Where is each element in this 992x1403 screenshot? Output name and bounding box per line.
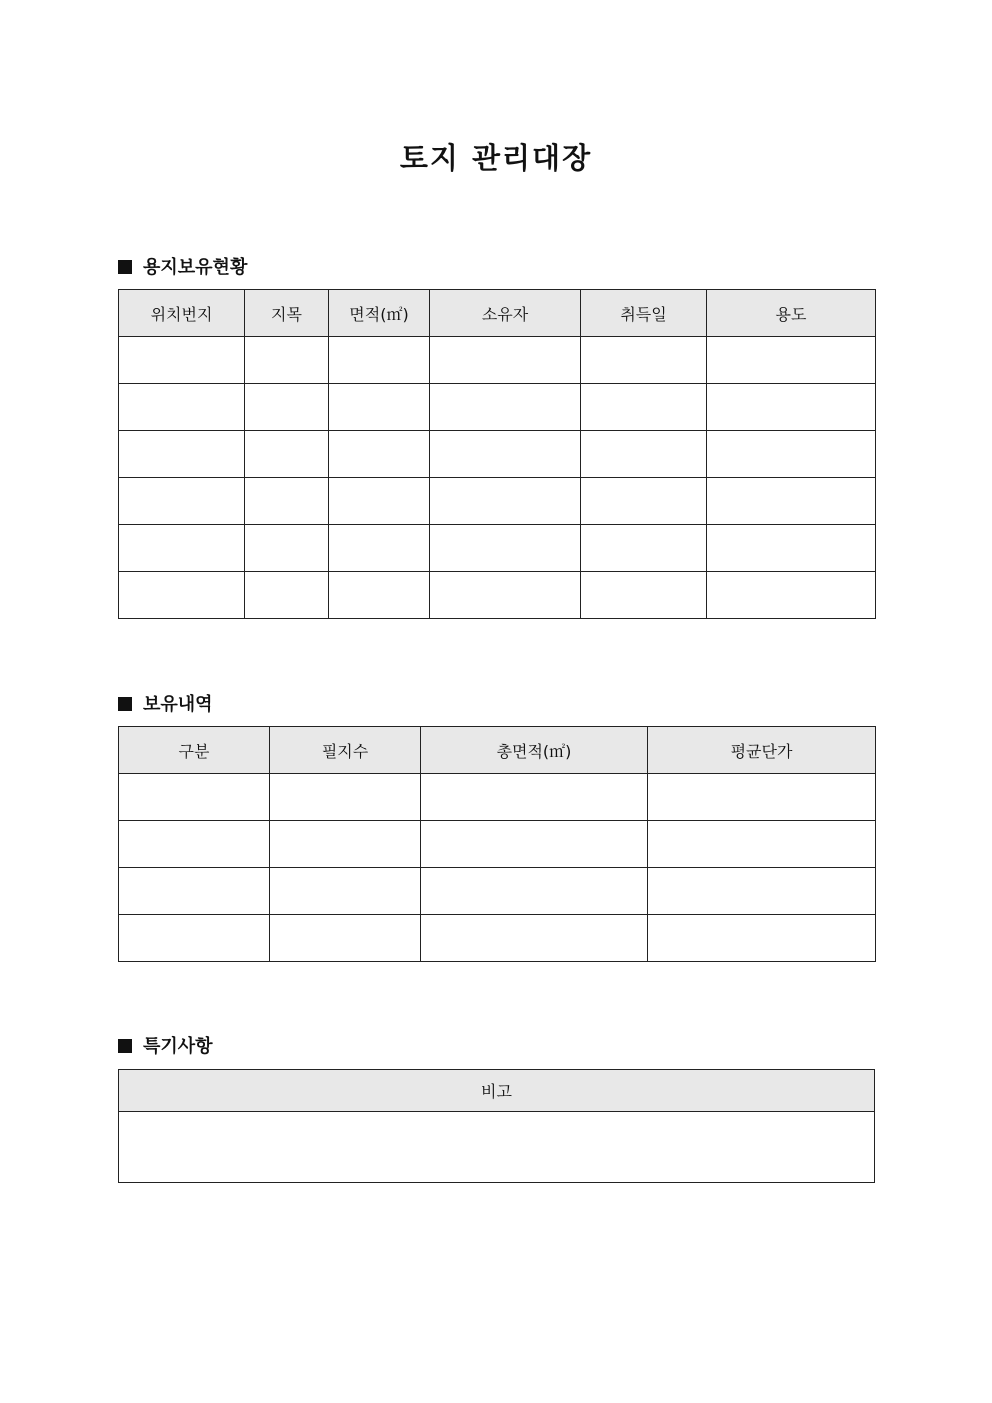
table-cell[interactable] bbox=[707, 337, 876, 384]
table-cell[interactable] bbox=[329, 572, 430, 619]
table-cell[interactable] bbox=[707, 431, 876, 478]
table-cell[interactable] bbox=[581, 525, 707, 572]
table-cell[interactable] bbox=[245, 337, 329, 384]
table-cell[interactable] bbox=[707, 384, 876, 431]
table-cell[interactable] bbox=[430, 525, 581, 572]
table-header-row bbox=[119, 290, 876, 337]
table-cell[interactable] bbox=[421, 821, 648, 868]
table-row bbox=[119, 337, 876, 384]
column-header: 필지수 bbox=[270, 727, 421, 774]
section-heading-text: 용지보유현황 bbox=[143, 257, 248, 278]
section-heading-notes bbox=[118, 1032, 213, 1058]
column-header: 총면적(㎡) bbox=[421, 727, 648, 774]
table-row bbox=[119, 821, 876, 868]
table-cell[interactable] bbox=[245, 572, 329, 619]
table-cell[interactable] bbox=[421, 868, 648, 915]
table-cell[interactable] bbox=[707, 525, 876, 572]
table-cell[interactable] bbox=[421, 774, 648, 821]
table-cell[interactable] bbox=[329, 384, 430, 431]
table-cell[interactable] bbox=[270, 915, 421, 962]
table-cell[interactable] bbox=[430, 431, 581, 478]
table-cell[interactable] bbox=[119, 384, 245, 431]
table-cell[interactable] bbox=[581, 337, 707, 384]
table-cell[interactable] bbox=[119, 525, 245, 572]
table-cell[interactable] bbox=[119, 868, 270, 915]
table-row bbox=[119, 868, 876, 915]
column-header: 평균단가 bbox=[648, 727, 876, 774]
column-header: 구분 bbox=[119, 727, 270, 774]
details-table bbox=[118, 726, 876, 962]
table-row bbox=[119, 384, 876, 431]
table-cell[interactable] bbox=[581, 572, 707, 619]
table-row bbox=[119, 915, 876, 962]
table-row bbox=[119, 572, 876, 619]
table-cell[interactable] bbox=[119, 915, 270, 962]
table-cell[interactable] bbox=[119, 431, 245, 478]
table-cell[interactable] bbox=[329, 525, 430, 572]
column-header: 지목 bbox=[245, 290, 329, 337]
table-row bbox=[119, 1112, 875, 1183]
table-cell[interactable] bbox=[648, 774, 876, 821]
table-cell[interactable] bbox=[648, 868, 876, 915]
table-row bbox=[119, 478, 876, 525]
table-cell[interactable] bbox=[581, 384, 707, 431]
table-cell[interactable] bbox=[581, 478, 707, 525]
table-cell[interactable] bbox=[648, 915, 876, 962]
square-bullet-icon bbox=[118, 697, 132, 711]
table-row bbox=[119, 774, 876, 821]
table-cell[interactable] bbox=[245, 525, 329, 572]
section-heading-details bbox=[118, 690, 213, 716]
table-cell[interactable] bbox=[430, 384, 581, 431]
page-title: 토지 관리대장 bbox=[399, 141, 593, 175]
square-bullet-icon bbox=[118, 1039, 132, 1053]
table-cell[interactable] bbox=[430, 572, 581, 619]
table-header-row bbox=[119, 727, 876, 774]
table-cell[interactable] bbox=[648, 821, 876, 868]
table-cell[interactable] bbox=[119, 337, 245, 384]
table-cell[interactable] bbox=[245, 478, 329, 525]
table-cell[interactable] bbox=[707, 478, 876, 525]
table-cell[interactable] bbox=[329, 337, 430, 384]
column-header: 위치번지 bbox=[119, 290, 245, 337]
table-cell[interactable] bbox=[707, 572, 876, 619]
column-header: 용도 bbox=[707, 290, 876, 337]
table-cell[interactable] bbox=[421, 915, 648, 962]
table-cell[interactable] bbox=[245, 384, 329, 431]
table-cell[interactable] bbox=[430, 337, 581, 384]
table-cell[interactable] bbox=[245, 431, 329, 478]
column-header: 소유자 bbox=[430, 290, 581, 337]
table-cell[interactable] bbox=[119, 821, 270, 868]
table-cell[interactable] bbox=[430, 478, 581, 525]
table-cell[interactable] bbox=[270, 774, 421, 821]
column-header: 취득일 bbox=[581, 290, 707, 337]
table-row bbox=[119, 525, 876, 572]
table-cell[interactable] bbox=[119, 478, 245, 525]
table-header-row bbox=[119, 1070, 875, 1112]
section-heading-text: 특기사항 bbox=[143, 1036, 213, 1057]
column-header: 비고 bbox=[119, 1070, 875, 1112]
column-header: 면적(㎡) bbox=[329, 290, 430, 337]
table-cell[interactable] bbox=[119, 572, 245, 619]
table-cell[interactable] bbox=[329, 478, 430, 525]
section-heading-holdings bbox=[118, 253, 247, 279]
section-heading-text: 보유내역 bbox=[143, 694, 213, 715]
table-cell[interactable] bbox=[329, 431, 430, 478]
square-bullet-icon bbox=[118, 260, 132, 274]
table-row bbox=[119, 431, 876, 478]
notes-table bbox=[118, 1069, 875, 1183]
table-cell[interactable] bbox=[270, 868, 421, 915]
holdings-table bbox=[118, 289, 876, 619]
table-cell[interactable] bbox=[119, 774, 270, 821]
table-cell[interactable] bbox=[270, 821, 421, 868]
table-cell[interactable] bbox=[581, 431, 707, 478]
notes-cell[interactable] bbox=[119, 1112, 875, 1183]
